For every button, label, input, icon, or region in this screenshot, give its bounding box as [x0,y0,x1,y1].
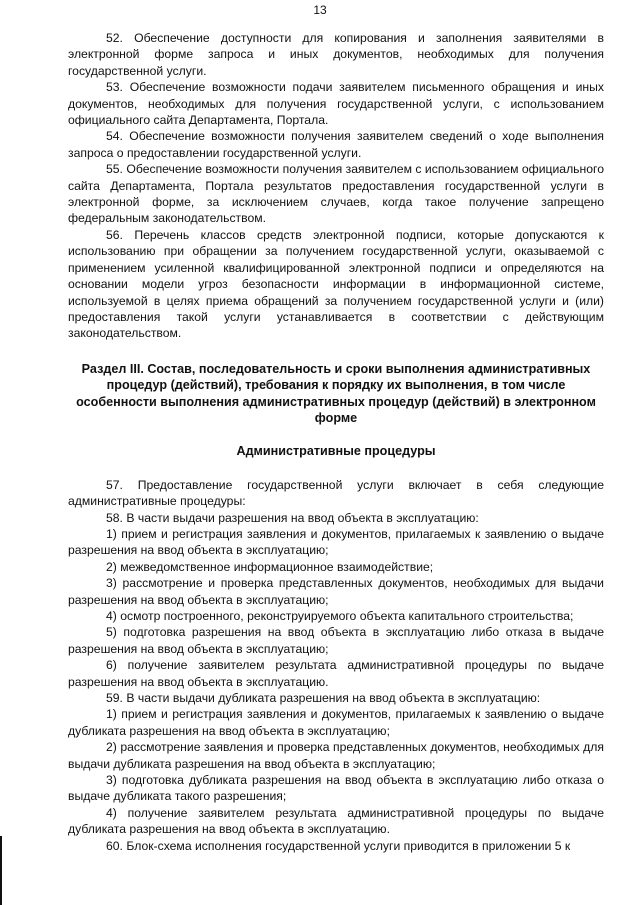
list-item-59-3: 3) подготовка дубликата разрешения на ввод объекта в эксплуатацию либо отказа о выдаче дубликата такого разрешения; [68,773,604,804]
list-item-59-2: 2) рассмотрение заявления и проверка представленных документов, необходимых для выдачи дубликата разрешения на ввод объекта в эксплуатацию; [68,740,604,771]
paragraph-53: 53. Обеспечение возможности подачи заявителем письменного обращения и иных документов, необходимых для получения государственной услуги, с использованием официального сайта Департамента, Портала. [68,80,604,128]
list-item-58-1: 1) прием и регистрация заявления и документов, прилагаемых к заявлению о выдаче разрешения на ввод объекта в эксплуатацию; [68,526,604,558]
paragraph-56: 56. Перечень классов средств электронной подписи, которые допускаются к использованию при обращении за получением государственной услуги, оказываемой с применением усиленной квалифицированной электронной подписи и определяются на основании модели угроз безопасности информации в информационной системе, используемой в целях приема обращений за получением государственной услуги и (или) предоставления такой услуги устанавливается в соответствии с действующим законодательством. [68,227,604,341]
scan-edge-line [0,836,2,905]
document-body [68,30,604,854]
paragraph-59: 59. В части выдачи дубликата разрешения на ввод объекта в эксплуатацию: [106,691,541,706]
list-item-59-4: 4) получение заявителем результата административной процедуры по выдаче дубликата разрешения на ввод объекта в эксплуатацию. [68,805,604,837]
list-item-58-5: 5) подготовка разрешения на ввод объекта в эксплуатацию либо отказа в выдаче разрешения на ввод объекта в эксплуатацию; [68,625,604,656]
list-item-59-1: 1) прием и регистрация заявления и документов, прилагаемых к заявлению о выдаче дубликата разрешения на ввод объекта в эксплуатацию; [68,707,604,738]
list-item-58-3: 3) рассмотрение и проверка представленных документов, необходимых для выдачи разрешения на ввод объекта в эксплуатацию; [68,576,604,607]
list-item-58-4: 4) осмотр построенного, реконструируемого объекта капитального строительства; [106,609,574,623]
page-number: 13 [313,3,327,17]
subsection-title: Административные процедуры [236,444,436,459]
section-title: Раздел III. Состав, последовательность и сроки выполнения административных процедур (действий), требования к порядку их выполнения, в том числе особенности выполнения административных процедур (действий) в электронном форме [76,361,596,425]
paragraph-54: 54. Обеспечение возможности получения заявителем сведений о ходе выполнения запроса о предоставлении государственной услуги. [68,129,604,160]
paragraph-60: 60. Блок-схема исполнения государственной услуги приводится в приложении 5 к [106,838,571,853]
paragraph-57: 57. Предоставление государственной услуги включает в себя следующие административные процедуры: [68,477,604,509]
paragraph-58: 58. В части выдачи разрешения на ввод объекта в эксплуатацию: [106,510,479,525]
paragraph-55: 55. Обеспечение возможности получения заявителем с использованием официального сайта Департамента, Портала результатов предоставления государственной услуги в электронной форме, за исключением случаев, когда такое получение запрещено федеральным законодательством. [68,162,604,226]
list-item-58-2: 2) межведомственное информационное взаимодействие; [106,559,434,574]
list-item-58-6: 6) получение заявителем результата административной процедуры по выдаче разрешения на ввод объекта в эксплуатацию. [68,658,604,689]
paragraph-52: 52. Обеспечение доступности для копирования и заполнения заявителями в электронной форме запроса и иных документов, необходимых для получения государственной услуги. [68,31,604,78]
